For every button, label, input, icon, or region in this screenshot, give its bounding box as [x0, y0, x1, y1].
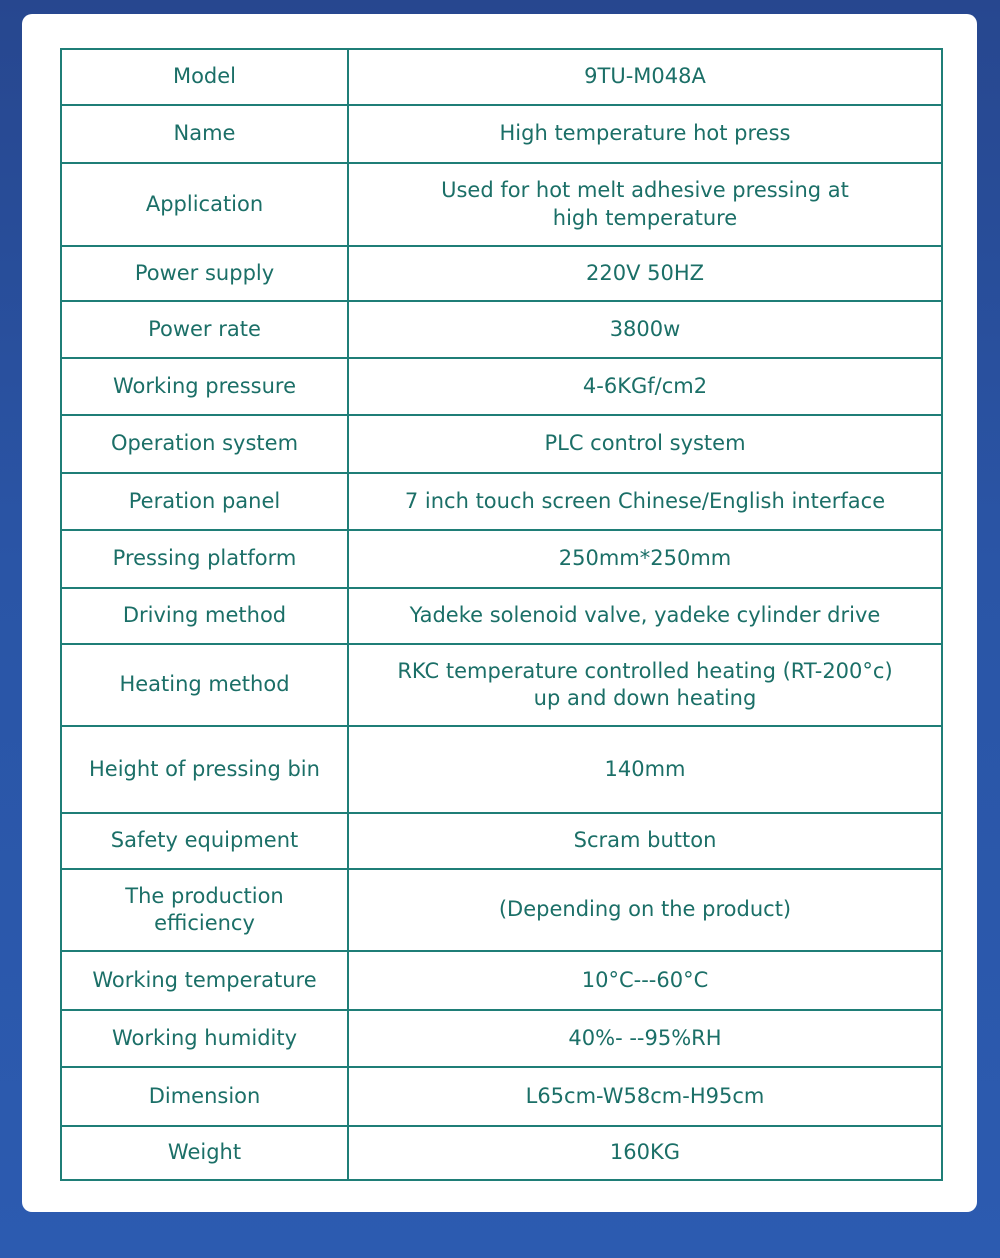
table-row — [61, 644, 942, 726]
row-value: 40%- --95%RH — [348, 1010, 942, 1067]
value-line: RKC temperature controlled heating (RT-200°c) — [397, 658, 893, 683]
table-row — [61, 1010, 942, 1067]
row-value: 3800w — [348, 301, 942, 358]
row-label: Model — [61, 49, 348, 105]
row-value: 7 inch touch screen Chinese/English interface — [348, 473, 942, 530]
row-label: Dimension — [61, 1067, 348, 1126]
row-label: Weight — [61, 1126, 348, 1180]
row-label: Working temperature — [61, 951, 348, 1010]
table-row — [61, 1067, 942, 1126]
table-row — [61, 813, 942, 869]
value-line: high temperature — [552, 205, 738, 230]
row-label — [61, 869, 348, 951]
table-row — [61, 246, 942, 301]
table-row — [61, 588, 942, 644]
row-value: PLC control system — [348, 415, 942, 473]
row-label: Peration panel — [61, 473, 348, 530]
row-value: (Depending on the product) — [348, 869, 942, 951]
row-label: Power rate — [61, 301, 348, 358]
row-value: L65cm-W58cm-H95cm — [348, 1067, 942, 1126]
row-value: 250mm*250mm — [348, 530, 942, 588]
row-label: Working pressure — [61, 358, 348, 415]
row-value: Yadeke solenoid valve, yadeke cylinder drive — [348, 588, 942, 644]
label-line: efficiency — [154, 911, 255, 935]
label-line: The production — [125, 883, 284, 908]
table-row — [61, 726, 942, 813]
row-value: 160KG — [348, 1126, 942, 1180]
row-label: Operation system — [61, 415, 348, 473]
row-value: 9TU-M048A — [348, 49, 942, 105]
row-label: Height of pressing bin — [61, 726, 348, 813]
table-row — [61, 301, 942, 358]
row-value: Scram button — [348, 813, 942, 869]
row-value: 220V 50HZ — [348, 246, 942, 301]
table-row — [61, 49, 942, 105]
table-row — [61, 951, 942, 1010]
row-label: Pressing platform — [61, 530, 348, 588]
row-value: 4-6KGf/cm2 — [348, 358, 942, 415]
table-row — [61, 415, 942, 473]
table-row — [61, 358, 942, 415]
row-label: Heating method — [61, 644, 348, 726]
row-label: Application — [61, 163, 348, 246]
row-label: Driving method — [61, 588, 348, 644]
spec-table — [60, 48, 943, 1181]
value-line: up and down heating — [533, 686, 757, 710]
row-value: 10°C---60°C — [348, 951, 942, 1010]
table-row — [61, 163, 942, 246]
row-value — [348, 163, 942, 246]
table-row — [61, 473, 942, 530]
table-row — [61, 530, 942, 588]
table-row — [61, 869, 942, 951]
row-label: Working humidity — [61, 1010, 348, 1067]
row-value: High temperature hot press — [348, 105, 942, 163]
value-line: Used for hot melt adhesive pressing at — [441, 178, 849, 203]
table-row — [61, 105, 942, 163]
row-label: Safety equipment — [61, 813, 348, 869]
row-value — [348, 644, 942, 726]
row-value: 140mm — [348, 726, 942, 813]
row-label: Name — [61, 105, 348, 163]
row-label: Power supply — [61, 246, 348, 301]
table-row — [61, 1126, 942, 1180]
